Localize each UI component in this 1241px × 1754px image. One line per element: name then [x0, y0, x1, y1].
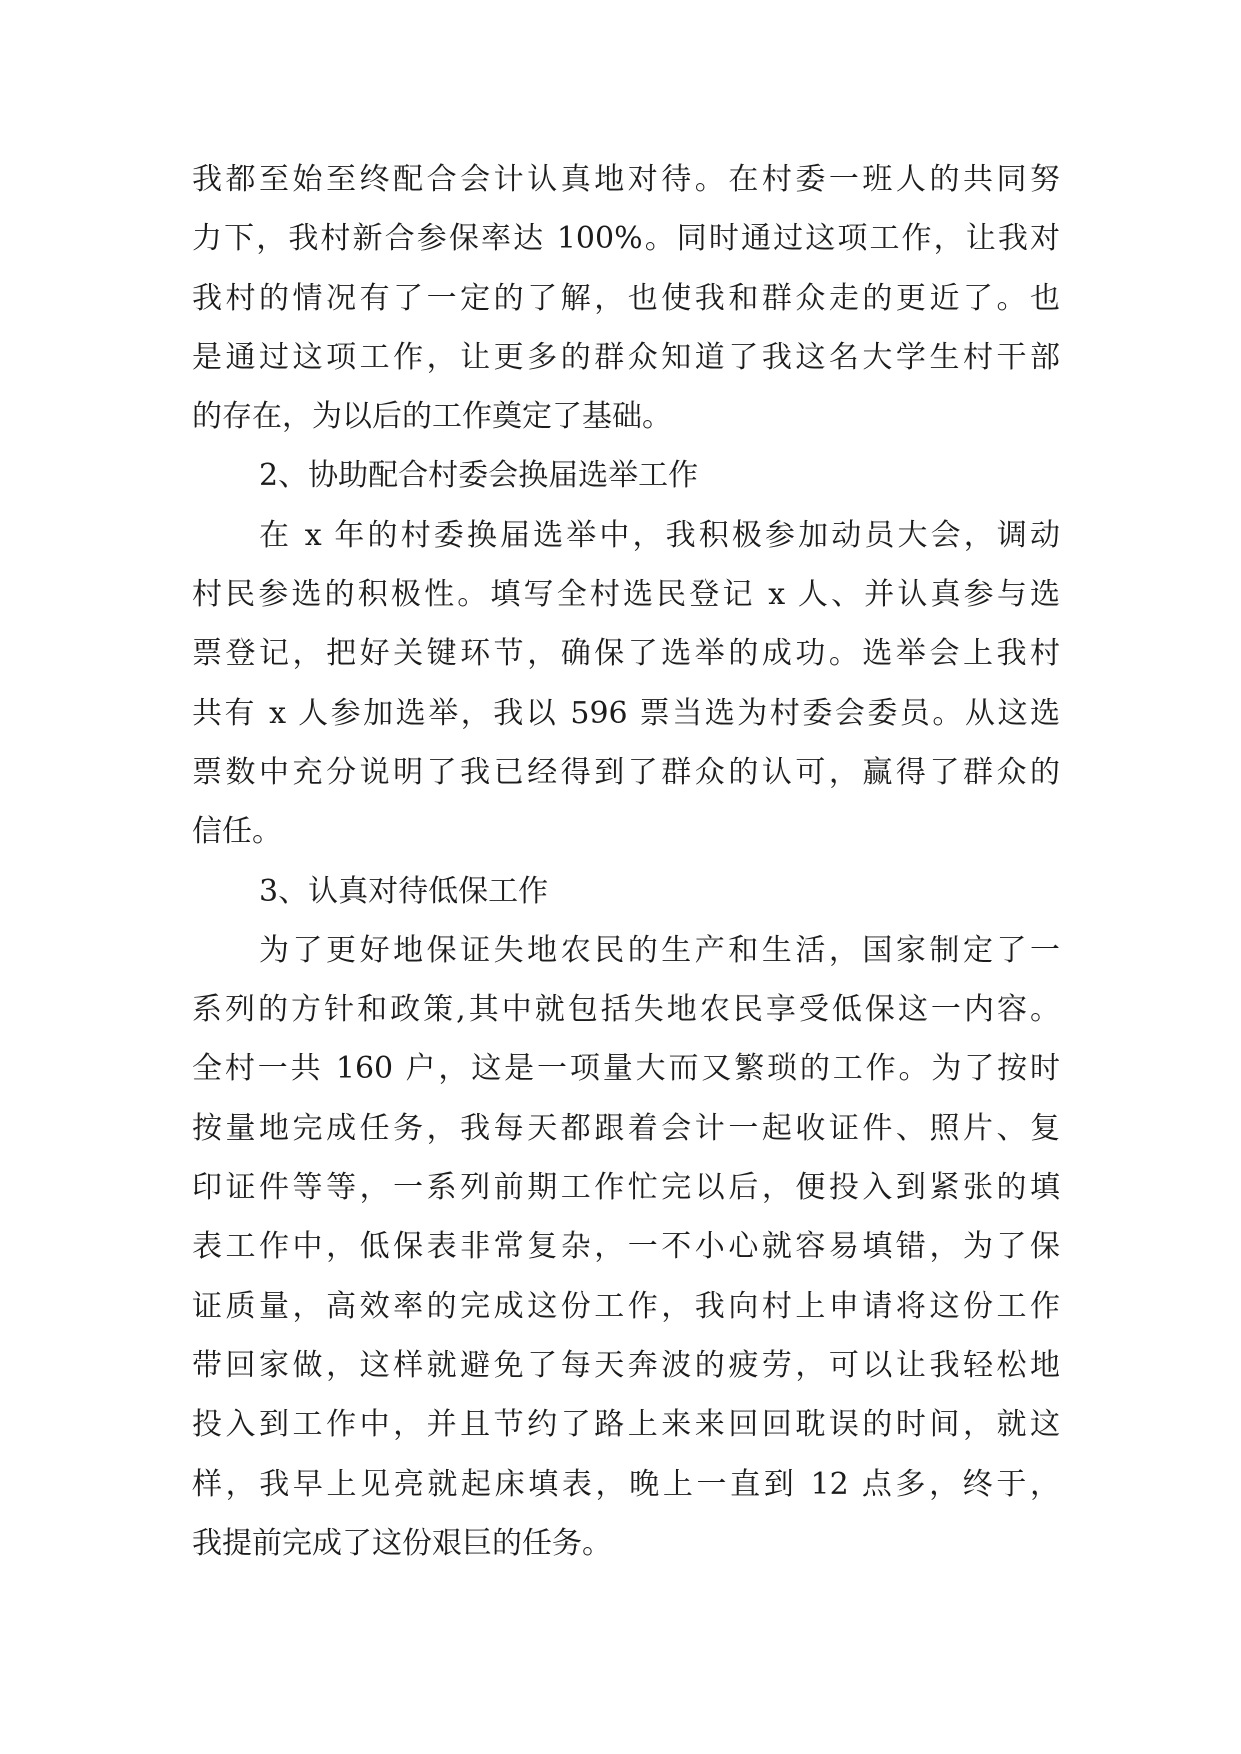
paragraph-line: 按量地完成任务，我每天都跟着会计一起收证件、照片、复 — [192, 1110, 1060, 1146]
paragraph-line: 我村的情况有了一定的了解，也使我和群众走的更近了。也 — [192, 280, 1060, 316]
paragraph-line: 带回家做，这样就避免了每天奔波的疲劳，可以让我轻松地 — [192, 1347, 1060, 1383]
section-heading-2: 2、协助配合村委会换届选举工作 — [259, 458, 699, 494]
paragraph-line: 票数中充分说明了我已经得到了群众的认可，赢得了群众的 — [192, 754, 1060, 790]
paragraph-line: 证质量，高效率的完成这份工作，我向村上申请将这份工作 — [192, 1288, 1060, 1324]
paragraph-line: 样，我早上见亮就起床填表，晚上一直到 12 点多，终于， — [192, 1466, 1060, 1502]
paragraph-line: 印证件等等，一系列前期工作忙完以后，便投入到紧张的填 — [192, 1170, 1060, 1206]
paragraph-line: 为了更好地保证失地农民的生产和生活，国家制定了一 — [259, 932, 1060, 968]
paragraph-1 — [192, 150, 1060, 446]
document-body — [192, 150, 1060, 1573]
paragraph-line: 共有 x 人参加选举，我以 596 票当选为村委会委员。从这选 — [192, 695, 1060, 731]
paragraph-line: 信任。 — [192, 814, 282, 850]
paragraph-line: 村民参选的积极性。填写全村选民登记 x 人、并认真参与选 — [192, 577, 1060, 613]
paragraph-line: 投入到工作中，并且节约了路上来来回回耽误的时间，就这 — [192, 1407, 1060, 1443]
paragraph-line: 的存在，为以后的工作奠定了基础。 — [192, 399, 672, 435]
section-heading-3: 3、认真对待低保工作 — [259, 873, 549, 909]
paragraph-line: 票登记，把好关键环节，确保了选举的成功。选举会上我村 — [192, 636, 1060, 672]
paragraph-3 — [192, 921, 1060, 1573]
paragraph-2 — [192, 506, 1060, 862]
paragraph-line: 我提前完成了这份艰巨的任务。 — [192, 1525, 612, 1561]
paragraph-line: 我都至始至终配合会计认真地对待。在村委一班人的共同努 — [192, 162, 1060, 197]
paragraph-line: 在 x 年的村委换届选举中，我积极参加动员大会，调动 — [259, 517, 1060, 553]
paragraph-line: 全村一共 160 户，这是一项量大而又繁琐的工作。为了按时 — [192, 1051, 1060, 1087]
paragraph-line: 是通过这项工作，让更多的群众知道了我这名大学生村干部 — [192, 339, 1060, 375]
paragraph-line: 表工作中，低保表非常复杂，一不小心就容易填错，为了保 — [192, 1229, 1060, 1265]
paragraph-line: 系列的方针和政策,其中就包括失地农民享受低保这一内容。 — [192, 992, 1060, 1028]
paragraph-line: 力下，我村新合参保率达 100%。同时通过这项工作，让我对 — [192, 221, 1060, 257]
